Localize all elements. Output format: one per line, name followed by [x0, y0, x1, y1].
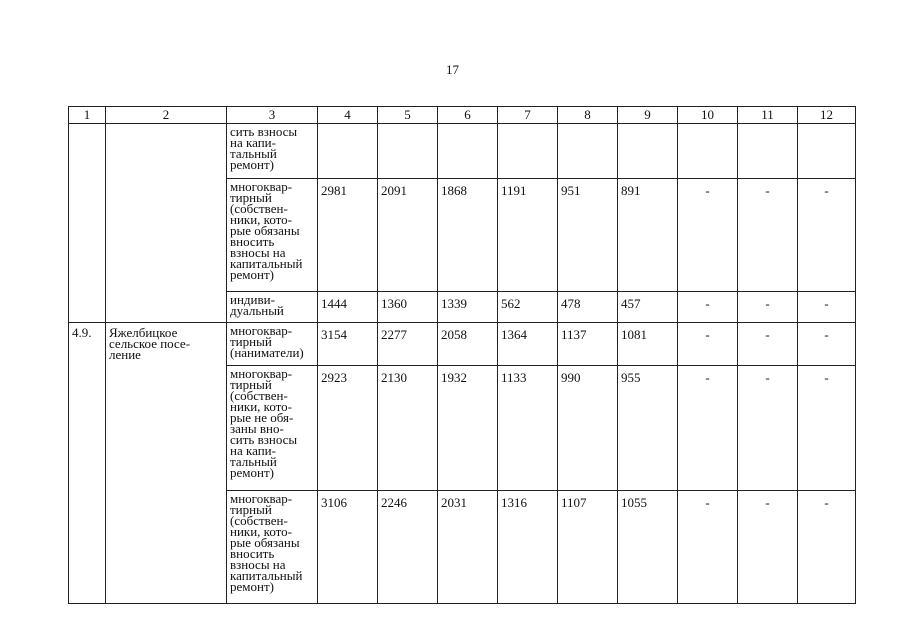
table-row	[69, 323, 856, 366]
value-cell: 2058	[438, 323, 498, 366]
value-cell: 1055	[618, 491, 678, 604]
column-header: 2	[106, 107, 227, 124]
value-cell: 2130	[378, 366, 438, 491]
table-row	[69, 124, 856, 179]
value-cell: -	[798, 366, 856, 491]
value-cell: 478	[558, 292, 618, 323]
header-row	[69, 107, 856, 124]
value-cell: -	[738, 292, 798, 323]
value-cell: -	[678, 292, 738, 323]
value-cell: 1133	[498, 366, 558, 491]
value-cell: -	[678, 323, 738, 366]
housing-type-cell: многоквар- тирный (собствен- ники, кото- рые не обя- заны вно- сить взносы на капи- тальный ремонт)	[227, 366, 318, 491]
value-cell	[438, 124, 498, 179]
value-cell: 1316	[498, 491, 558, 604]
index-cell	[69, 124, 106, 323]
housing-type-cell: сить взносы на капи- тальный ремонт)	[227, 124, 318, 179]
column-header: 3	[227, 107, 318, 124]
value-cell: -	[738, 491, 798, 604]
value-cell: 2981	[318, 179, 378, 292]
value-cell: -	[738, 323, 798, 366]
value-cell	[558, 124, 618, 179]
value-cell: 2923	[318, 366, 378, 491]
value-cell: 3154	[318, 323, 378, 366]
housing-type-cell: индиви- дуальный	[227, 292, 318, 323]
value-cell: 990	[558, 366, 618, 491]
value-cell: 1339	[438, 292, 498, 323]
value-cell	[678, 124, 738, 179]
value-cell: -	[738, 179, 798, 292]
column-header: 6	[438, 107, 498, 124]
value-cell	[318, 124, 378, 179]
value-cell: 2031	[438, 491, 498, 604]
value-cell: -	[678, 366, 738, 491]
column-header: 9	[618, 107, 678, 124]
value-cell: 2246	[378, 491, 438, 604]
column-header: 10	[678, 107, 738, 124]
value-cell: 1191	[498, 179, 558, 292]
value-cell: 1107	[558, 491, 618, 604]
housing-type-cell: многоквар- тирный (собствен- ники, кото- рые обязаны вносить взносы на капитальный ремонт)	[227, 179, 318, 292]
page-number: 17	[446, 62, 459, 77]
data-table	[68, 106, 856, 604]
settlement-cell	[106, 124, 227, 323]
value-cell: 2091	[378, 179, 438, 292]
value-cell: 2277	[378, 323, 438, 366]
value-cell: 1444	[318, 292, 378, 323]
value-cell: -	[798, 179, 856, 292]
column-header: 5	[378, 107, 438, 124]
value-cell: 1868	[438, 179, 498, 292]
value-cell: 1137	[558, 323, 618, 366]
value-cell: -	[678, 491, 738, 604]
value-cell: 1360	[378, 292, 438, 323]
value-cell	[618, 124, 678, 179]
value-cell: 951	[558, 179, 618, 292]
value-cell: 955	[618, 366, 678, 491]
value-cell: 891	[618, 179, 678, 292]
value-cell	[738, 124, 798, 179]
value-cell: 457	[618, 292, 678, 323]
value-cell: 1932	[438, 366, 498, 491]
value-cell: -	[798, 491, 856, 604]
index-cell: 4.9.	[69, 323, 106, 604]
value-cell: -	[798, 323, 856, 366]
column-header: 8	[558, 107, 618, 124]
housing-type-cell: многоквар- тирный (собствен- ники, кото- рые обязаны вносить взносы на капитальный ремонт)	[227, 491, 318, 604]
value-cell	[498, 124, 558, 179]
value-cell: -	[798, 292, 856, 323]
value-cell: -	[738, 366, 798, 491]
value-cell: 1081	[618, 323, 678, 366]
column-header: 1	[69, 107, 106, 124]
column-header: 11	[738, 107, 798, 124]
value-cell: -	[678, 179, 738, 292]
housing-type-cell: многоквар- тирный (наниматели)	[227, 323, 318, 366]
value-cell	[378, 124, 438, 179]
value-cell	[798, 124, 856, 179]
settlement-cell: Яжелбицкое сельское посе- ление	[106, 323, 227, 604]
value-cell: 3106	[318, 491, 378, 604]
column-header: 4	[318, 107, 378, 124]
value-cell: 1364	[498, 323, 558, 366]
column-header: 12	[798, 107, 856, 124]
value-cell: 562	[498, 292, 558, 323]
column-header: 7	[498, 107, 558, 124]
